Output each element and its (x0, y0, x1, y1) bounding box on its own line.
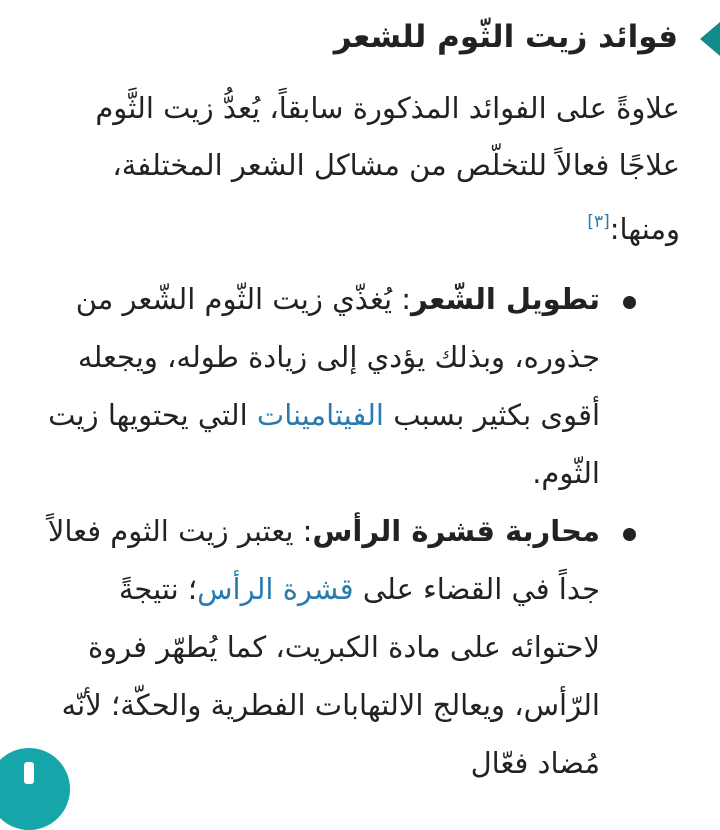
benefits-list (0, 270, 720, 792)
triangle-marker-icon (700, 22, 720, 56)
plus-icon (24, 762, 34, 784)
intro-text: علاوةً على الفوائد المذكورة سابقاً، يُعدُّ زيت الثَّوم علاجًا فعالاً للتخلّص من مشاكل الشعر المختلفة، ومنها: (95, 91, 680, 246)
benefit-text-end: التي يحتويها زيت الثّوم. (48, 398, 600, 490)
list-item (40, 270, 600, 502)
intro-paragraph (40, 80, 680, 258)
benefit-term: تطويل الشّعر (411, 282, 600, 316)
benefit-text-end: ؛ نتيجةً لاحتوائه على مادة الكبريت، كما يُطهّر فروة الرّأس، ويعالج الالتهابات الفطرية والحكّة؛ لأنّه مُضاد فعّال (61, 572, 600, 780)
benefit-text: : يعتبر زيت الثوم فعالاً جداً في القضاء على (47, 514, 600, 606)
benefit-text: : يُغذّي زيت الثّوم الشّعر من جذوره، وبذلك يؤدي إلى زيادة طوله، ويجعله أقوى بكثير بسبب (75, 282, 600, 432)
list-item (40, 502, 600, 792)
benefit-term: محاربة قشرة الرأس (312, 514, 600, 548)
bullet-icon (623, 296, 636, 309)
section-title: فوائد زيت الثّوم للشعر (333, 19, 678, 55)
bullet-icon (623, 528, 636, 541)
vitamins-link[interactable]: الفيتامينات (256, 398, 384, 432)
citation-link[interactable]: [٣] (587, 212, 610, 232)
dandruff-link[interactable]: قشرة الرأس (197, 572, 354, 606)
